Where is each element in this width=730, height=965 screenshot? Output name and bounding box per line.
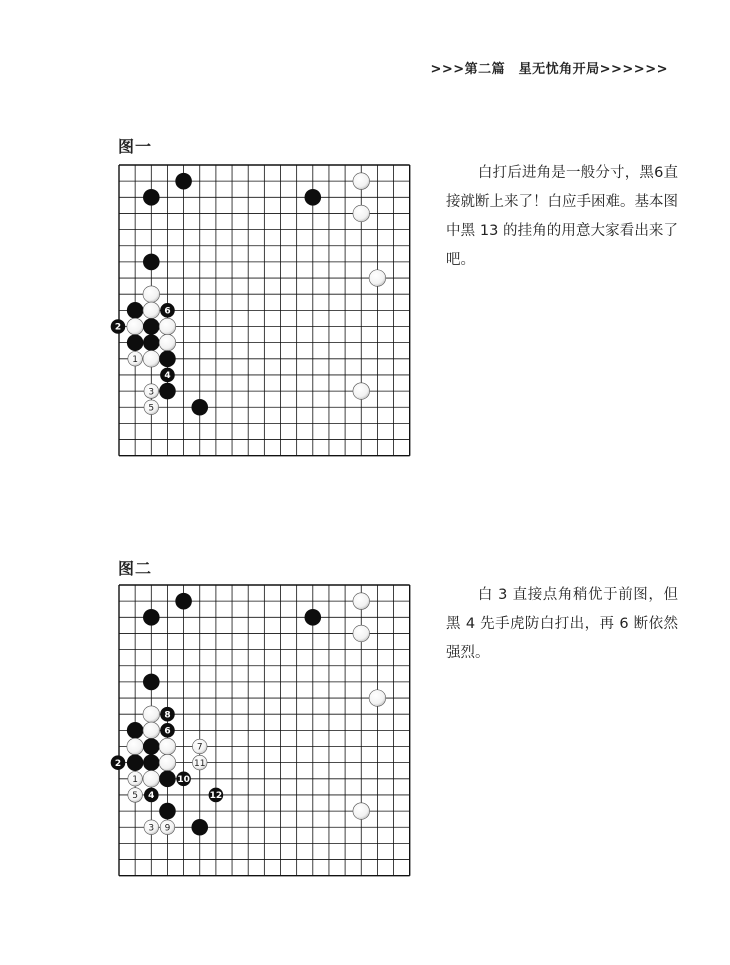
move-number: 2	[114, 322, 122, 333]
move-number: 2	[114, 758, 122, 769]
black-stone-2	[111, 319, 126, 334]
white-stone	[127, 318, 144, 335]
white-stone	[143, 706, 160, 723]
black-stone-12	[209, 788, 224, 803]
move-number: 11	[194, 758, 206, 769]
figure-1-title: 图一	[118, 137, 153, 156]
white-stone-3	[144, 384, 159, 399]
white-stone	[159, 334, 176, 351]
white-stone	[353, 383, 370, 400]
white-stone	[353, 205, 370, 222]
move-number: 12	[209, 791, 223, 802]
move-number: 3	[148, 823, 155, 834]
figure-2-title: 图二	[118, 559, 153, 578]
black-stone	[159, 383, 176, 400]
move-number: 10	[177, 775, 190, 785]
chapter-header: >>>第二篇 星无忧角开局>>>>>>	[430, 62, 668, 77]
black-stone	[175, 173, 192, 190]
black-stone-6	[160, 303, 175, 318]
black-stone	[159, 351, 176, 368]
black-stone	[191, 399, 208, 416]
white-stone	[127, 738, 144, 755]
black-stone-6	[160, 723, 175, 738]
black-stone	[305, 609, 322, 626]
black-stone	[143, 254, 160, 271]
white-stone-5	[144, 400, 159, 415]
white-stone	[369, 270, 386, 287]
white-stone	[143, 351, 160, 368]
white-stone-5	[128, 788, 143, 803]
white-stone	[159, 738, 176, 755]
white-stone	[143, 286, 160, 303]
black-stone	[143, 334, 160, 351]
black-stone	[175, 593, 192, 610]
white-stone	[143, 771, 160, 788]
black-stone	[127, 722, 144, 739]
white-stone	[353, 803, 370, 820]
black-stone-4	[144, 788, 159, 803]
black-stone-8	[160, 707, 175, 722]
black-stone-4	[160, 368, 175, 383]
black-stone	[127, 334, 144, 351]
move-number: 1	[132, 355, 139, 365]
move-number: 7	[196, 742, 203, 753]
black-stone	[143, 738, 160, 755]
white-stone	[353, 593, 370, 610]
move-number: 5	[132, 791, 139, 802]
go-board-figure-1	[110, 157, 420, 467]
go-board-figure-2	[110, 577, 420, 887]
white-stone	[143, 302, 160, 319]
figure-1-description: 白打后进角是一般分寸，黑6直接就断上来了！白应手困难。基本图中黑 13 的挂角的用意大家看出来了吧。	[446, 165, 678, 268]
move-number: 4	[164, 371, 171, 382]
black-stone	[127, 302, 144, 319]
black-stone-10	[176, 772, 191, 787]
white-stone-3	[144, 820, 159, 835]
black-stone-2	[111, 755, 126, 770]
white-stone-1	[128, 352, 143, 367]
black-stone	[143, 189, 160, 206]
move-number: 6	[164, 726, 171, 737]
move-number: 3	[148, 387, 155, 398]
black-stone	[159, 771, 176, 788]
move-number: 5	[148, 403, 155, 414]
move-number: 8	[164, 710, 171, 721]
black-stone	[143, 674, 160, 691]
white-stone-1	[128, 772, 143, 787]
move-number: 6	[164, 306, 171, 317]
white-stone	[369, 690, 386, 707]
black-stone	[143, 609, 160, 626]
move-number: 4	[148, 791, 155, 802]
move-number: 9	[164, 823, 171, 834]
figure-2-description: 白 3 直接点角稍优于前图，但黑 4 先手虎防白打出，再 6 断依然强烈。	[446, 587, 678, 661]
white-stone	[353, 173, 370, 190]
black-stone	[305, 189, 322, 206]
white-stone-9	[160, 820, 175, 835]
white-stone-7	[192, 739, 207, 754]
white-stone	[353, 625, 370, 642]
black-stone	[127, 754, 144, 771]
black-stone	[143, 318, 160, 335]
black-stone	[191, 819, 208, 836]
black-stone	[143, 754, 160, 771]
white-stone	[159, 754, 176, 771]
black-stone	[159, 803, 176, 820]
white-stone	[159, 318, 176, 335]
white-stone	[143, 722, 160, 739]
move-number: 1	[132, 775, 139, 785]
white-stone-11	[192, 755, 207, 770]
